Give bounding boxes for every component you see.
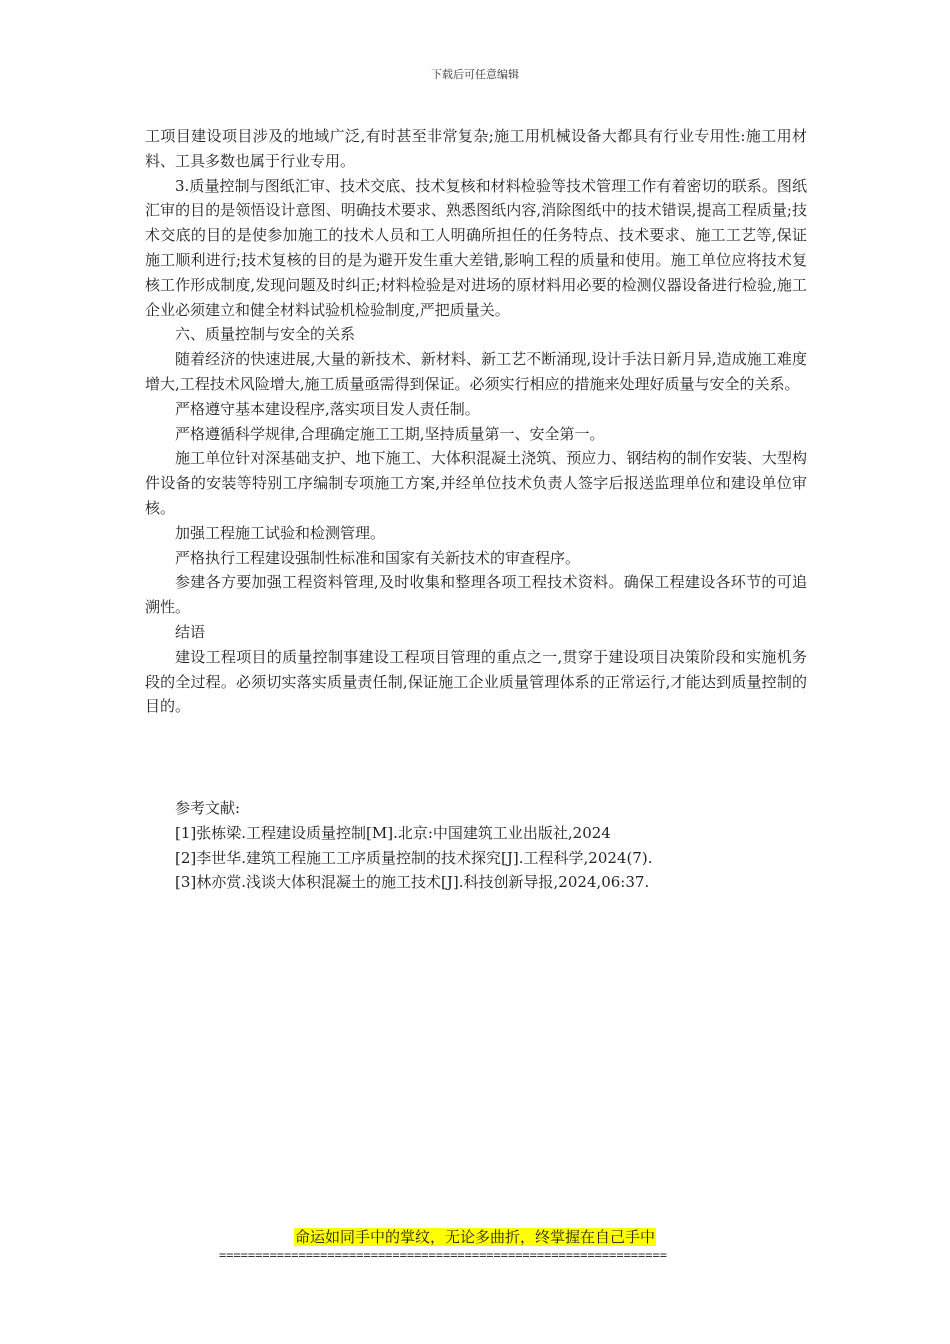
paragraph-continuation: 工项目建设项目涉及的地域广泛,有时甚至非常复杂;施工用机械设备大都具有行业专用性:施工用材料、工具多数也属于行业专用。 [145, 127, 807, 170]
paragraph-technical-management: 3.质量控制与图纸汇审、技术交底、技术复核和材料检验等技术管理工作有着密切的联系。图纸汇审的目的是领悟设计意图、明确技术要求、熟悉图纸内容,消除图纸中的技术错误,提高工程质量;技术交底的目的是使参加施工的技术人员和工人明确所担任的任务特点、技术要求、施工工艺等,保证施工顺利进行;技术复核的目的是为避开发生重大差错,影响工程的质量和使用。施工单位应将技术复核工作形成制度,发现问题及时纠正;材料检验是对进场的原材料用必要的检测仪器设备进行检验,施工企业必须建立和健全材料试验机检验制度,严把质量关。 [145, 176, 807, 319]
references-section [145, 796, 807, 895]
paragraph-scientific-rules: 严格遵循科学规律,合理确定施工工期,坚持质量第一、安全第一。 [175, 424, 605, 443]
page-header: 下载后可任意编辑 [431, 68, 519, 81]
paragraph-quality-safety-intro: 随着经济的快速进展,大量的新技术、新材料、新工艺不断涌现,设计手法日新月异,造成施工难度增大,工程技术风险增大,施工质量亟需得到保证。必须实行相应的措施来处理好质量与安全的关系。 [145, 350, 807, 393]
references-heading: 参考文献: [175, 799, 241, 817]
section-heading-conclusion: 结语 [175, 622, 206, 641]
reference-item: [1]张栋梁.工程建设质量控制[M].北京:中国建筑工业出版社,2024 [175, 823, 611, 842]
footer-divider: ============================================================== [219, 1248, 667, 1262]
paragraph-conclusion: 建设工程项目的质量控制事建设工程项目管理的重点之一,贯穿于建设项目决策阶段和实施机务段的全过程。必须切实落实质量责任制,保证施工企业质量管理体系的正常运行,才能达到质量控制的目的。 [145, 647, 807, 716]
paragraph-testing-management: 加强工程施工试验和检测管理。 [175, 523, 386, 542]
reference-item: [2]李世华.建筑工程施工工序质量控制的技术探究[J].工程科学,2024(7). [175, 848, 653, 867]
footer-motto [0, 1227, 950, 1247]
paragraph-construction-procedure: 严格遵守基本建设程序,落实项目发人责任制。 [175, 399, 480, 418]
paragraph-special-process-plan: 施工单位针对深基础支护、地下施工、大体积混凝土浇筑、预应力、钢结构的制作安装、大型构件设备的安装等特别工序编制专项施工方案,并经单位技术负责人签字后报送监理单位和建设单位审核。 [145, 449, 807, 517]
footer-motto-text: 命运如同手中的掌纹，无论多曲折，终掌握在自己手中 [294, 1228, 655, 1246]
paragraph-mandatory-standards: 严格执行工程建设强制性标准和国家有关新技术的审查程序。 [175, 548, 581, 567]
section-heading-quality-safety: 六、质量控制与安全的关系 [175, 325, 356, 344]
reference-item: [3]林亦赏.浅谈大体积混凝土的施工技术[J].科技创新导报,2024,06:37. [175, 873, 650, 892]
paragraph-documentation: 参建各方要加强工程资料管理,及时收集和整理各项工程技术资料。确保工程建设各环节的可追溯性。 [145, 573, 807, 617]
body-text [145, 124, 807, 719]
